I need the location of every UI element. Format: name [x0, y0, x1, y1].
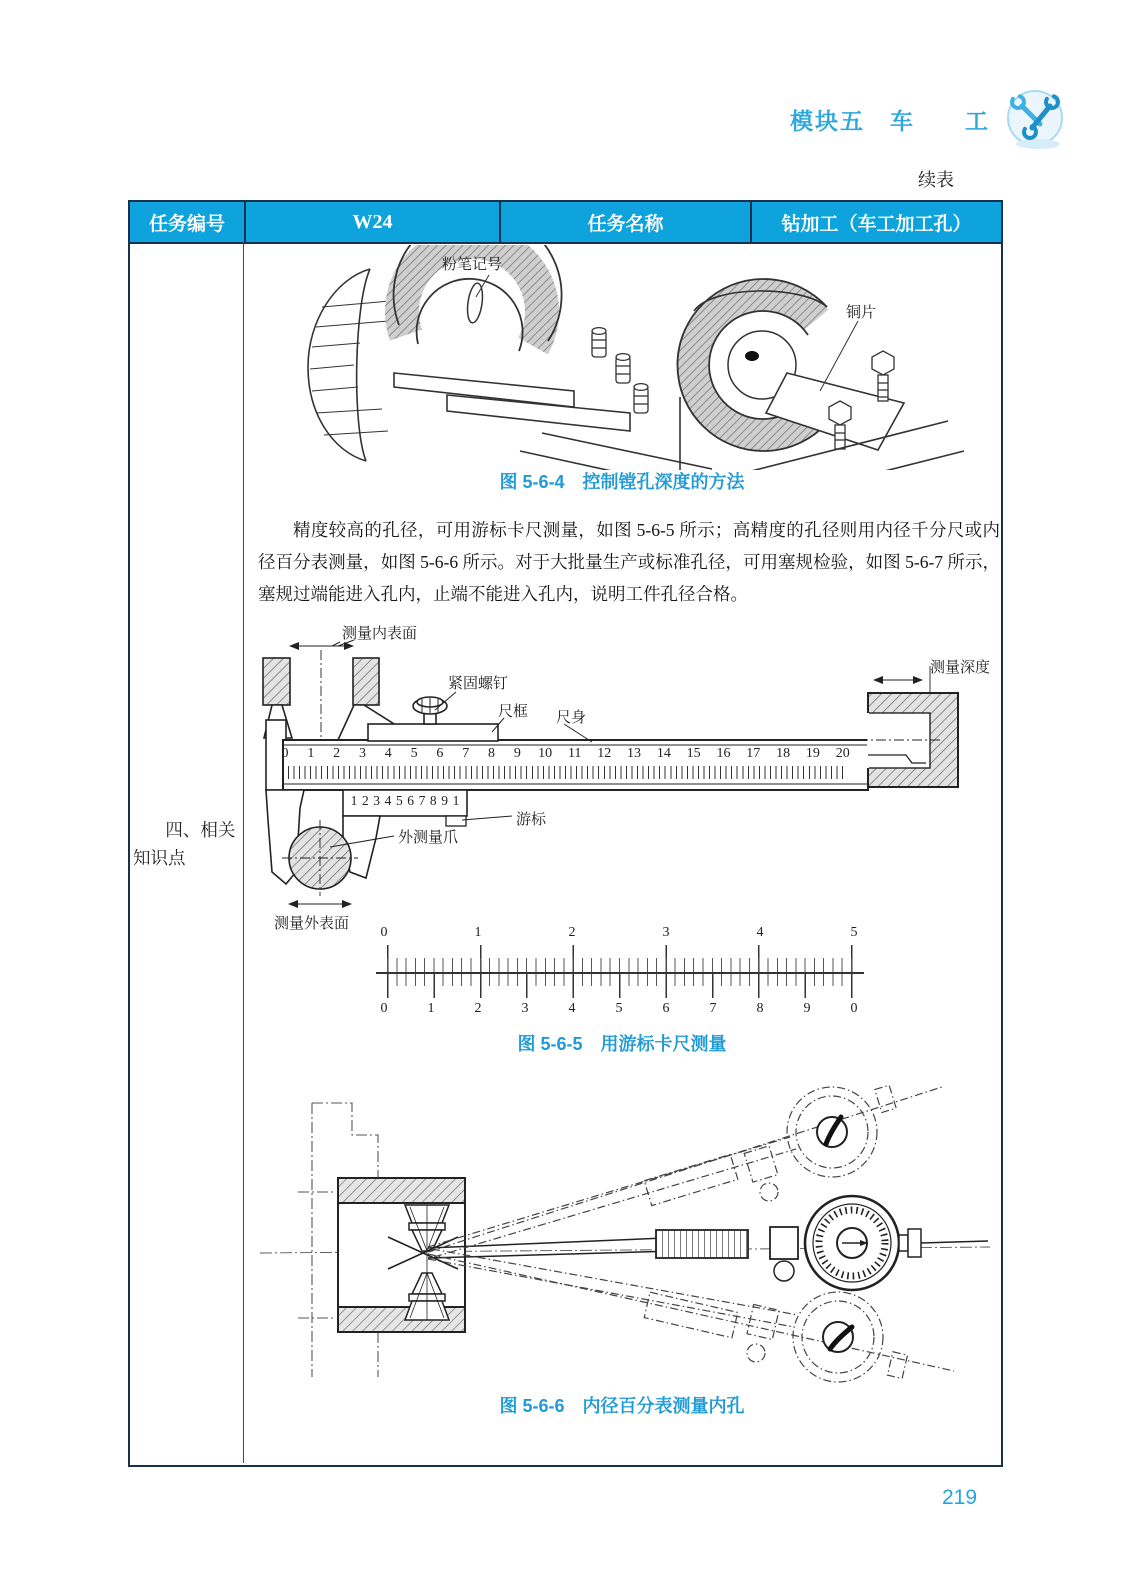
figure-5-6-6-caption: 图 5-6-6 内径百分表测量内孔: [499, 1396, 745, 1416]
task-name-header-cell: 任务名称: [499, 202, 750, 242]
main-scale-ticks: [288, 766, 844, 779]
task-table-header-row: [130, 202, 1001, 244]
task-id-header-cell: 任务编号: [148, 213, 225, 235]
caliper-drawing: [242, 620, 1002, 940]
enlarged-vernier-major-ticks: [387, 974, 853, 998]
copper-sheet-label: 铜片: [846, 305, 877, 321]
enlarged-main-minor-ticks: [387, 958, 853, 972]
module-header: 模块五 车 工: [790, 108, 990, 134]
task-id-value-cell: W24: [244, 202, 499, 242]
page-number: 219: [942, 1486, 978, 1509]
figure-5-6-4: [242, 245, 1002, 470]
figure-5-6-6-dial-indicator: [242, 1075, 1002, 1387]
task-name-value-cell: 钻加工（车工加工孔）: [750, 202, 1001, 242]
enlarged-main-numbers: 0 1 2 3 4 5: [380, 925, 858, 940]
tools-icon: [1000, 84, 1070, 154]
measure-depth-label: 测量深度: [930, 660, 991, 676]
sidebar-section-title: 四、相关知识点: [133, 820, 236, 868]
enlarged-vernier-numbers: 0 1 2 3 4 5 6 7 8 9 0: [380, 1001, 858, 1016]
boring-depth-drawing: [242, 245, 1002, 470]
figure-5-6-5-caliper: [242, 620, 1002, 940]
body-paragraph: 精度较高的孔径，可用游标卡尺测量，如图 5-6-5 所示；高精度的孔径则用内径千分尺或内径百分表测量，如图 5-6-6 所示。对于大批量生产或标准孔径，可用塞规检验，如图 5-6-7 所示，塞规过端能进入孔内，止端不能进入孔内，说明工件孔径合格。: [258, 520, 1000, 605]
dial-indicator-drawing: [242, 1075, 1002, 1387]
locking-screw-label: 紧固螺钉: [448, 676, 509, 692]
vernier-scale-numbers: 1 2 3 4 5 6 7 8 9 1: [350, 793, 460, 808]
vernier-label: 游标: [516, 812, 547, 828]
beam-label: 尺身: [556, 710, 587, 726]
slider-frame-label: 尺框: [498, 704, 529, 720]
figure-5-6-5-caption: 图 5-6-5 用游标卡尺测量: [517, 1034, 727, 1054]
figure-5-6-4-caption: 图 5-6-4 控制镗孔深度的方法: [499, 472, 745, 492]
main-scale-numbers: 0 1 2 3 4 5 6 7 8 9 10 11 12 13 14 15 16 17 18 19 20: [281, 746, 850, 761]
enlarged-scale-diagram: [368, 925, 870, 1025]
measure-inner-surface-label: 测量内表面: [342, 626, 418, 642]
outside-jaw-label: 外测量爪: [398, 830, 459, 846]
measure-outer-surface-label: 测量外表面: [274, 916, 350, 932]
chalk-mark-label: 粉笔记号: [442, 257, 503, 273]
continued-table-label: 续表: [918, 170, 954, 190]
